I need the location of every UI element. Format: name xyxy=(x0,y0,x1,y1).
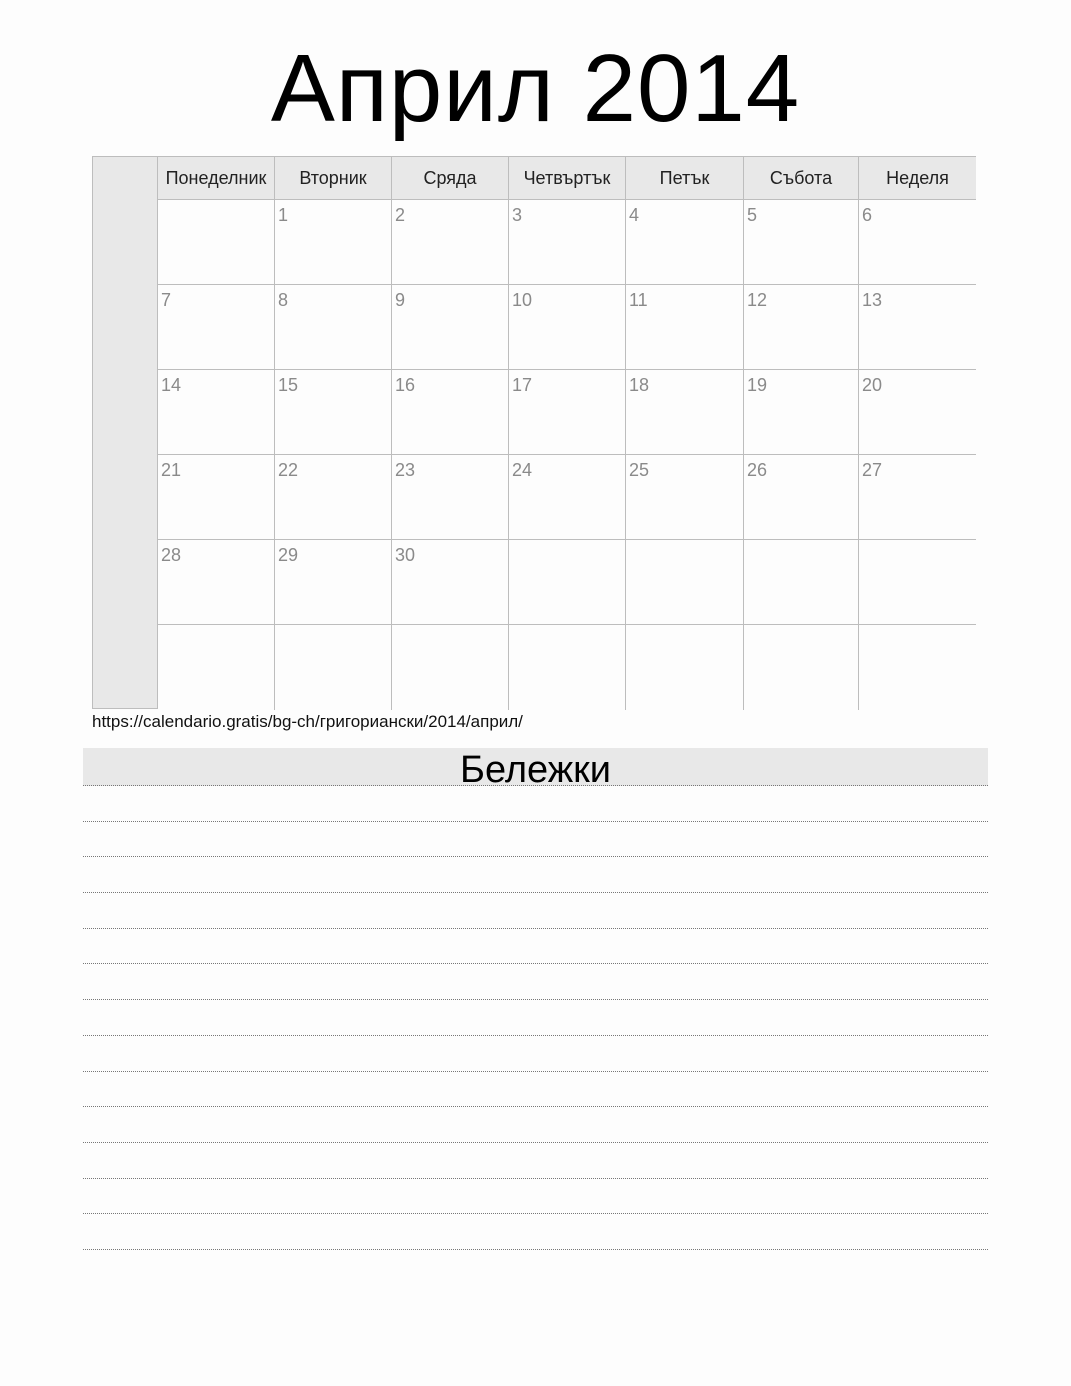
calendar-table xyxy=(158,157,975,708)
day-number: 10 xyxy=(512,290,533,310)
day-cell[interactable] xyxy=(744,540,859,625)
day-number: 29 xyxy=(278,545,299,565)
day-cell[interactable] xyxy=(626,455,744,540)
calendar-grid xyxy=(92,156,976,709)
day-cell[interactable] xyxy=(275,200,392,285)
day-number: 6 xyxy=(862,205,873,225)
day-cell[interactable] xyxy=(509,455,626,540)
note-line[interactable] xyxy=(83,857,988,893)
day-number: 13 xyxy=(862,290,883,310)
day-number: 4 xyxy=(629,205,640,225)
day-cell[interactable] xyxy=(626,625,744,710)
day-number: 15 xyxy=(278,375,299,395)
day-number: 7 xyxy=(161,290,172,310)
day-cell[interactable] xyxy=(392,200,509,285)
day-number: 22 xyxy=(278,460,299,480)
day-cell[interactable] xyxy=(275,540,392,625)
day-cell[interactable] xyxy=(859,200,976,285)
day-number: 14 xyxy=(161,375,182,395)
day-number: 9 xyxy=(395,290,406,310)
day-cell[interactable] xyxy=(744,455,859,540)
day-number: 17 xyxy=(512,375,533,395)
day-cell[interactable] xyxy=(859,625,976,710)
day-number: 16 xyxy=(395,375,416,395)
day-cell[interactable] xyxy=(158,200,275,285)
day-cell[interactable] xyxy=(744,285,859,370)
day-number: 11 xyxy=(629,290,648,310)
day-number: 18 xyxy=(629,375,650,395)
day-cell[interactable] xyxy=(392,370,509,455)
source-url: https://calendario.gratis/bg-ch/григориански/2014/април/ xyxy=(92,712,523,731)
notes-lines xyxy=(83,786,988,1250)
note-line[interactable] xyxy=(83,1214,988,1250)
day-cell[interactable] xyxy=(158,285,275,370)
day-cell[interactable] xyxy=(158,540,275,625)
day-number: 12 xyxy=(747,290,768,310)
weekday-header: Петък xyxy=(626,157,744,200)
day-cell[interactable] xyxy=(509,625,626,710)
day-number: 26 xyxy=(747,460,768,480)
day-number: 8 xyxy=(278,290,289,310)
day-cell[interactable] xyxy=(392,540,509,625)
note-line[interactable] xyxy=(83,822,988,858)
note-line[interactable] xyxy=(83,1072,988,1108)
day-cell[interactable] xyxy=(626,540,744,625)
note-line[interactable] xyxy=(83,1107,988,1143)
note-line[interactable] xyxy=(83,893,988,929)
day-cell[interactable] xyxy=(275,285,392,370)
day-number: 27 xyxy=(862,460,883,480)
day-number: 30 xyxy=(395,545,416,565)
day-cell[interactable] xyxy=(626,370,744,455)
note-line[interactable] xyxy=(83,1000,988,1036)
day-cell[interactable] xyxy=(158,370,275,455)
day-cell[interactable] xyxy=(509,200,626,285)
day-cell[interactable] xyxy=(859,540,976,625)
day-cell[interactable] xyxy=(158,625,275,710)
day-cell[interactable] xyxy=(158,455,275,540)
day-cell[interactable] xyxy=(275,370,392,455)
day-cell[interactable] xyxy=(744,625,859,710)
day-cell[interactable] xyxy=(626,200,744,285)
day-number: 25 xyxy=(629,460,650,480)
day-cell[interactable] xyxy=(509,540,626,625)
day-cell[interactable] xyxy=(626,285,744,370)
day-cell[interactable] xyxy=(509,370,626,455)
day-cell[interactable] xyxy=(392,455,509,540)
day-number: 28 xyxy=(161,545,182,565)
weekday-header: Вторник xyxy=(275,157,392,200)
notes-heading: Бележки xyxy=(83,748,988,786)
note-line[interactable] xyxy=(83,964,988,1000)
day-number: 2 xyxy=(395,205,406,225)
day-cell[interactable] xyxy=(275,625,392,710)
weekday-header: Неделя xyxy=(859,157,976,200)
day-cell[interactable] xyxy=(509,285,626,370)
note-line[interactable] xyxy=(83,1179,988,1215)
day-cell[interactable] xyxy=(392,285,509,370)
day-cell[interactable] xyxy=(275,455,392,540)
weekday-header: Събота xyxy=(744,157,859,200)
day-cell[interactable] xyxy=(744,370,859,455)
page-title: Април 2014 xyxy=(270,35,801,142)
weekday-header: Четвъртък xyxy=(509,157,626,200)
weekday-header: Понеделник xyxy=(158,157,275,200)
week-number-column xyxy=(93,157,158,708)
day-number: 1 xyxy=(278,205,289,225)
day-number: 24 xyxy=(512,460,533,480)
day-cell[interactable] xyxy=(744,200,859,285)
day-number: 19 xyxy=(747,375,768,395)
note-line[interactable] xyxy=(83,1143,988,1179)
day-cell[interactable] xyxy=(859,370,976,455)
note-line[interactable] xyxy=(83,1036,988,1072)
weekday-header: Сряда xyxy=(392,157,509,200)
day-number: 5 xyxy=(747,205,758,225)
note-line[interactable] xyxy=(83,786,988,822)
day-number: 3 xyxy=(512,205,523,225)
day-cell[interactable] xyxy=(859,455,976,540)
day-cell[interactable] xyxy=(392,625,509,710)
day-cell[interactable] xyxy=(859,285,976,370)
note-line[interactable] xyxy=(83,929,988,965)
day-number: 23 xyxy=(395,460,416,480)
day-number: 20 xyxy=(862,375,883,395)
day-number: 21 xyxy=(161,460,182,480)
